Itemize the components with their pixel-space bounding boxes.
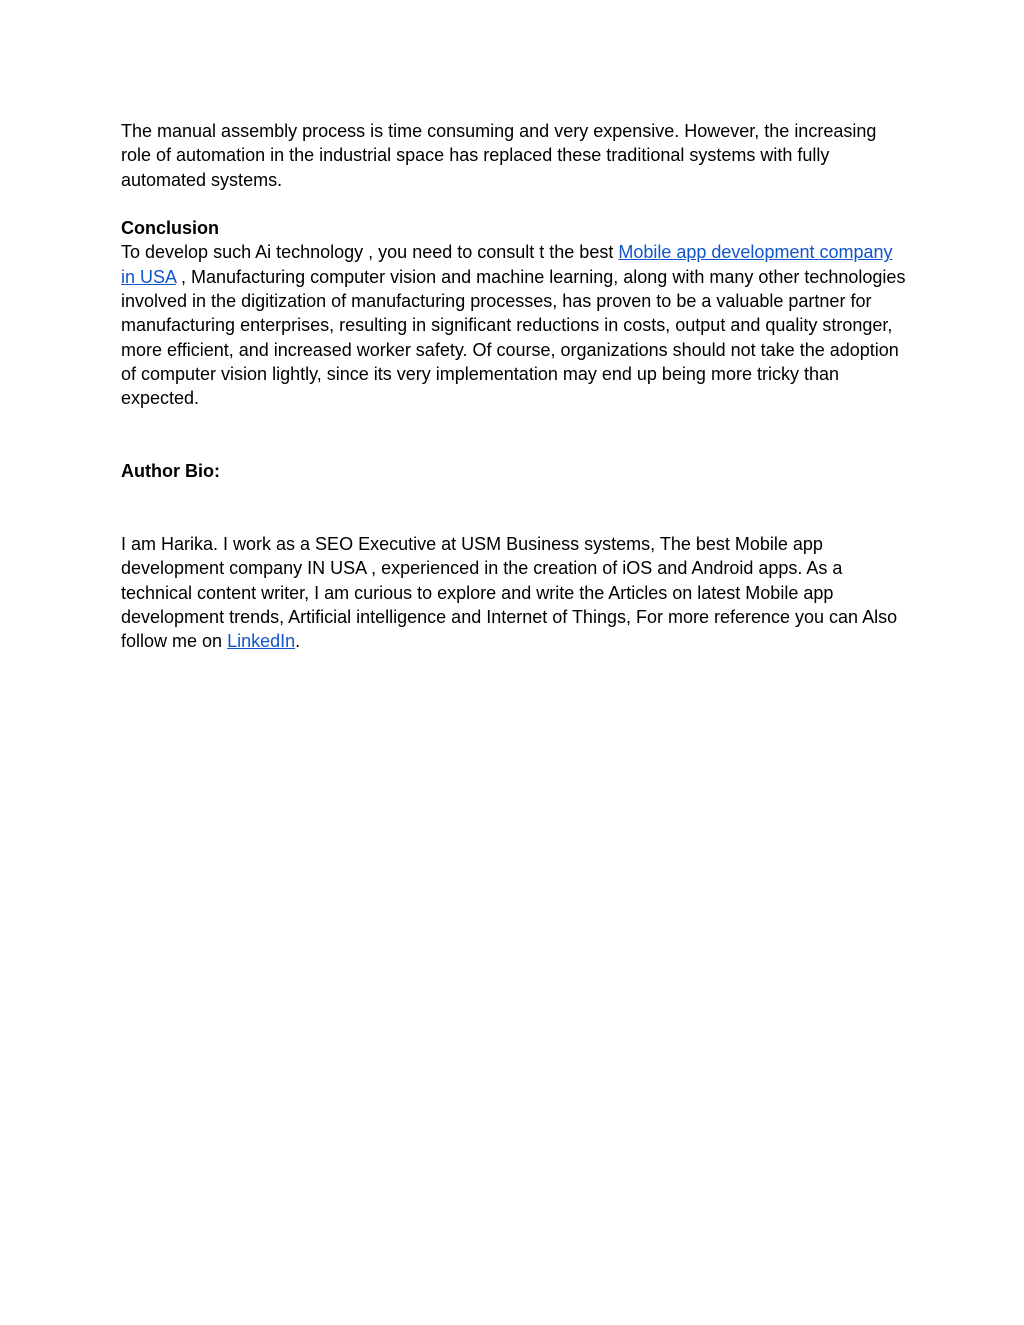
conclusion-text-before-link: To develop such Ai technology , you need to consult t the best: [121, 242, 619, 263]
author-bio-paragraph: [121, 532, 911, 653]
spacer: [121, 411, 911, 460]
conclusion-text-after-link: , Manufacturing computer vision and machine learning, along with many other technologies involved in the digitization of manufacturing processes, has proven to be a valuable partner for manufacturing enterprises, resulting in significant reductions in costs, output and quality stronger, more efficient, and increased worker safety. Of course, organizations should not take the adoption of computer vision lightly, since its very implementation may end up being more tricky than expected.: [121, 266, 906, 409]
author-bio-text-before-link: I am Harika. I work as a SEO Executive at USM Business systems, The best Mobile app development company IN USA , experienced in the creation of iOS and Android apps. As a technical content writer, I am curious to explore and write the Articles on latest Mobile app development trends, Artificial intelligence and Internet of Things, For more reference you can Also follow me on: [121, 534, 898, 652]
author-bio-text-after-link: .: [295, 631, 301, 652]
author-bio-heading: Author Bio:: [121, 461, 220, 482]
document-body: [121, 119, 911, 654]
spacer: [121, 192, 911, 216]
conclusion-heading: Conclusion: [121, 218, 219, 239]
conclusion-paragraph: [121, 240, 911, 410]
mobile-app-development-link[interactable]: Mobile app development company in USA: [121, 242, 893, 287]
spacer: [121, 483, 911, 532]
linkedin-link[interactable]: LinkedIn: [227, 631, 296, 652]
intro-paragraph: The manual assembly process is time consuming and very expensive. However, the increasing role of automation in the industrial space has replaced these traditional systems with fully automated systems.: [121, 121, 877, 190]
